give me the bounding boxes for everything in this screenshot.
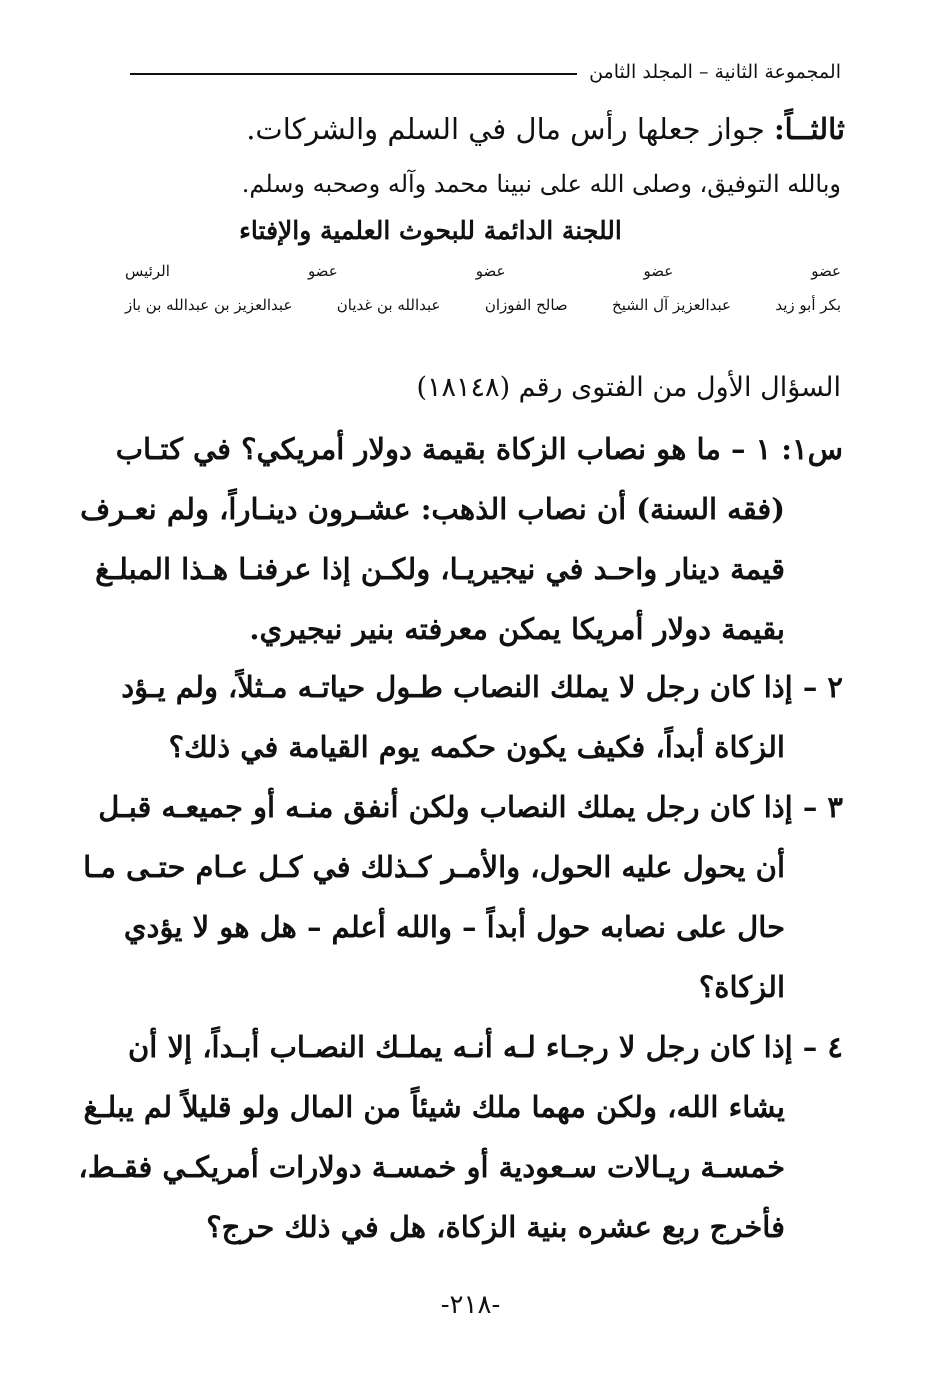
question-3-line: أن يحول عليه الحول، والأمـر كـذلك في كـل عـام حتـى مـا: [83, 850, 785, 884]
closing-line: وبالله التوفيق، وصلى الله على نبينا محمد وآله وصحبه وسلم.: [241, 170, 841, 198]
question-4-line: ٤ – إذا كان رجل لا رجـاء لـه أنـه يملـك النصـاب أبـداً، إلا أن: [128, 1030, 843, 1064]
running-header-title: المجموعة الثانية – المجلد الثامن: [589, 61, 841, 83]
question-1-line: س١: ١ – ما هو نصاب الزكاة بقيمة دولار أمريكي؟ في كتـاب: [115, 432, 843, 466]
signature-roles: [125, 262, 841, 280]
question-2-line: ٢ – إذا كان رجل لا يملك النصاب طـول حياتـه مـثلاً، ولم يـؤد: [121, 670, 843, 704]
third-point: [246, 112, 845, 146]
signature-role-president: الرئيس: [125, 262, 170, 280]
question-1-line: بقيمة دولار أمريكا يمكن معرفته بنير نيجيري.: [249, 612, 785, 646]
question-4-line: خمسـة ريـالات سـعودية أو خمسـة دولارات أمريكـي فقـط،: [78, 1150, 785, 1184]
question-3-line: ٣ – إذا كان رجل يملك النصاب ولكن أنفق منـه أو جميعـه قبـل: [98, 790, 843, 824]
fatwa-label: السؤال الأول من الفتوى رقم (١٨١٤٨): [416, 372, 841, 403]
signature-name-president: عبدالعزيز بن عبدالله بن باز: [125, 296, 293, 314]
signature-name: بكر أبو زيد: [775, 296, 841, 314]
question-4-line: يشاء الله، ولكن مهما ملك شيئاً من المال ولو قليلاً لم يبلـغ: [83, 1090, 785, 1124]
running-header: [130, 60, 841, 84]
signature-role: عضو: [811, 262, 841, 280]
third-point-text: جواز جعلها رأس مال في السلم والشركات.: [246, 112, 774, 146]
signature-name: صالح الفوزان: [484, 296, 568, 314]
question-1-line: (فقه السنة) أن نصاب الذهب: عشـرون دينـاراً، ولم نعـرف: [80, 492, 785, 526]
signature-role: عضو: [307, 262, 338, 280]
question-1-line: قيمة دينار واحـد في نيجيريـا، ولكـن إذا عرفنـا هـذا المبلـغ: [95, 552, 785, 586]
signature-names: [125, 296, 841, 314]
third-point-lead: ثالثــاً:: [773, 112, 845, 146]
committee-name: اللجنة الدائمة للبحوث العلمية والإفتاء: [239, 216, 622, 245]
signature-name: عبدالله بن غديان: [336, 296, 441, 314]
page-number: -٢١٨-: [440, 1290, 501, 1320]
signature-role: عضو: [643, 262, 674, 280]
question-4-line: فأخرج ربع عشره بنية الزكاة، هل في ذلك حرج؟: [206, 1210, 785, 1244]
header-rule: [130, 73, 577, 75]
signature-name: عبدالعزيز آل الشيخ: [612, 296, 731, 314]
question-2-line: الزكاة أبداً، فكيف يكون حكمه يوم القيامة في ذلك؟: [168, 730, 785, 764]
question-3-line: حال على نصابه حول أبداً – والله أعلم – هل هو لا يؤدي: [123, 910, 785, 944]
question-3-line: الزكاة؟: [698, 970, 785, 1004]
signature-role: عضو: [475, 262, 506, 280]
